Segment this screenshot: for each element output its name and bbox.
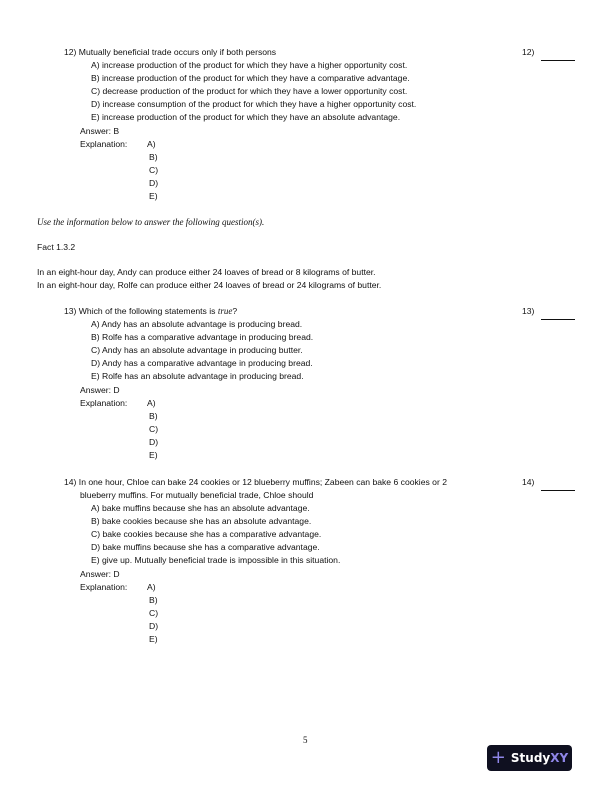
question-14 bbox=[64, 476, 604, 646]
option-d: D) increase consumption of the product for which they have a higher opportunity cost. bbox=[91, 99, 417, 109]
explanation-letter: D) bbox=[149, 178, 159, 188]
option-e: E) give up. Mutually beneficial trade is impossible in this situation. bbox=[91, 555, 341, 565]
brand-name-b: XY bbox=[550, 751, 569, 765]
stem-text: ? bbox=[232, 306, 238, 316]
explanation-letter: B) bbox=[149, 411, 158, 421]
answer: Answer: D bbox=[80, 569, 120, 579]
studyxy-badge[interactable] bbox=[487, 745, 572, 771]
brand-name bbox=[511, 751, 568, 765]
question-stem: 12) Mutually beneficial trade occurs only if both persons bbox=[64, 47, 277, 57]
page-number: 5 bbox=[303, 735, 308, 745]
stem-emphasis: true bbox=[217, 306, 233, 316]
question-stem-cont: blueberry muffins. For mutually beneficial trade, Chloe should bbox=[80, 490, 314, 500]
option-c: C) Andy has an absolute advantage in producing butter. bbox=[91, 345, 303, 355]
explanation-label: Explanation: bbox=[80, 139, 128, 149]
question-stem: 14) In one hour, Chloe can bake 24 cookies or 12 blueberry muffins; Zabeen can bake 6 cookies or 2 bbox=[64, 477, 447, 487]
answer-number: 14) bbox=[522, 477, 535, 487]
explanation-letter: E) bbox=[149, 450, 158, 460]
option-c: C) bake cookies because she has a comparative advantage. bbox=[91, 529, 322, 539]
option-a: A) bake muffins because she has an absolute advantage. bbox=[91, 503, 310, 513]
explanation-letter: D) bbox=[149, 437, 159, 447]
question-13 bbox=[64, 305, 604, 462]
option-c: C) decrease production of the product for which they have a lower opportunity cost. bbox=[91, 86, 408, 96]
explanation-letter: C) bbox=[149, 424, 159, 434]
explanation-letter: C) bbox=[149, 165, 159, 175]
answer: Answer: D bbox=[80, 385, 120, 395]
brand-name-a: Study bbox=[510, 751, 551, 765]
explanation-letter: D) bbox=[149, 621, 159, 631]
answer-blank[interactable] bbox=[541, 309, 575, 320]
explanation-label: Explanation: bbox=[80, 398, 128, 408]
option-e: E) increase production of the product for which they have an absolute advantage. bbox=[91, 112, 401, 122]
fact-line: In an eight-hour day, Andy can produce either 24 loaves of bread or 8 kilograms of butter. bbox=[37, 267, 376, 277]
option-a: A) Andy has an absolute advantage is producing bread. bbox=[91, 319, 303, 329]
answer-blank[interactable] bbox=[541, 480, 575, 491]
explanation bbox=[64, 581, 604, 646]
question-12 bbox=[64, 46, 604, 203]
option-d: D) Andy has a comparative advantage in producing bread. bbox=[91, 358, 313, 368]
explanation-letter: A) bbox=[147, 139, 156, 149]
explanation-letter: C) bbox=[149, 608, 159, 618]
explanation bbox=[64, 138, 604, 203]
explanation-letter: A) bbox=[147, 582, 156, 592]
instruction: Use the information below to answer the following question(s). bbox=[37, 217, 265, 227]
explanation-label: Explanation: bbox=[80, 582, 128, 592]
option-d: D) bake muffins because she has a comparative advantage. bbox=[91, 542, 320, 552]
fact-line: In an eight-hour day, Rolfe can produce either 24 loaves of bread or 24 kilograms of butter. bbox=[37, 280, 382, 290]
answer-number: 13) bbox=[522, 306, 535, 316]
option-e: E) Rolfe has an absolute advantage in producing bread. bbox=[91, 371, 304, 381]
fact-text bbox=[37, 266, 381, 292]
option-b: B) bake cookies because she has an absolute advantage. bbox=[91, 516, 312, 526]
answer-blank[interactable] bbox=[541, 50, 575, 61]
explanation-letter: E) bbox=[149, 634, 158, 644]
explanation-letter: E) bbox=[149, 191, 158, 201]
explanation-letter: B) bbox=[149, 595, 158, 605]
plus-icon: + bbox=[490, 747, 506, 768]
explanation-letter: A) bbox=[147, 398, 156, 408]
option-b: B) Rolfe has a comparative advantage in producing bread. bbox=[91, 332, 314, 342]
explanation-letter: B) bbox=[149, 152, 158, 162]
option-a: A) increase production of the product for which they have a higher opportunity cost. bbox=[91, 60, 408, 70]
fact-title: Fact 1.3.2 bbox=[37, 242, 76, 252]
stem-text: 13) Which of the following statements is bbox=[64, 306, 218, 316]
option-b: B) increase production of the product for which they have a comparative advantage. bbox=[91, 73, 410, 83]
answer: Answer: B bbox=[80, 126, 120, 136]
explanation bbox=[64, 397, 604, 462]
answer-number: 12) bbox=[522, 47, 535, 57]
